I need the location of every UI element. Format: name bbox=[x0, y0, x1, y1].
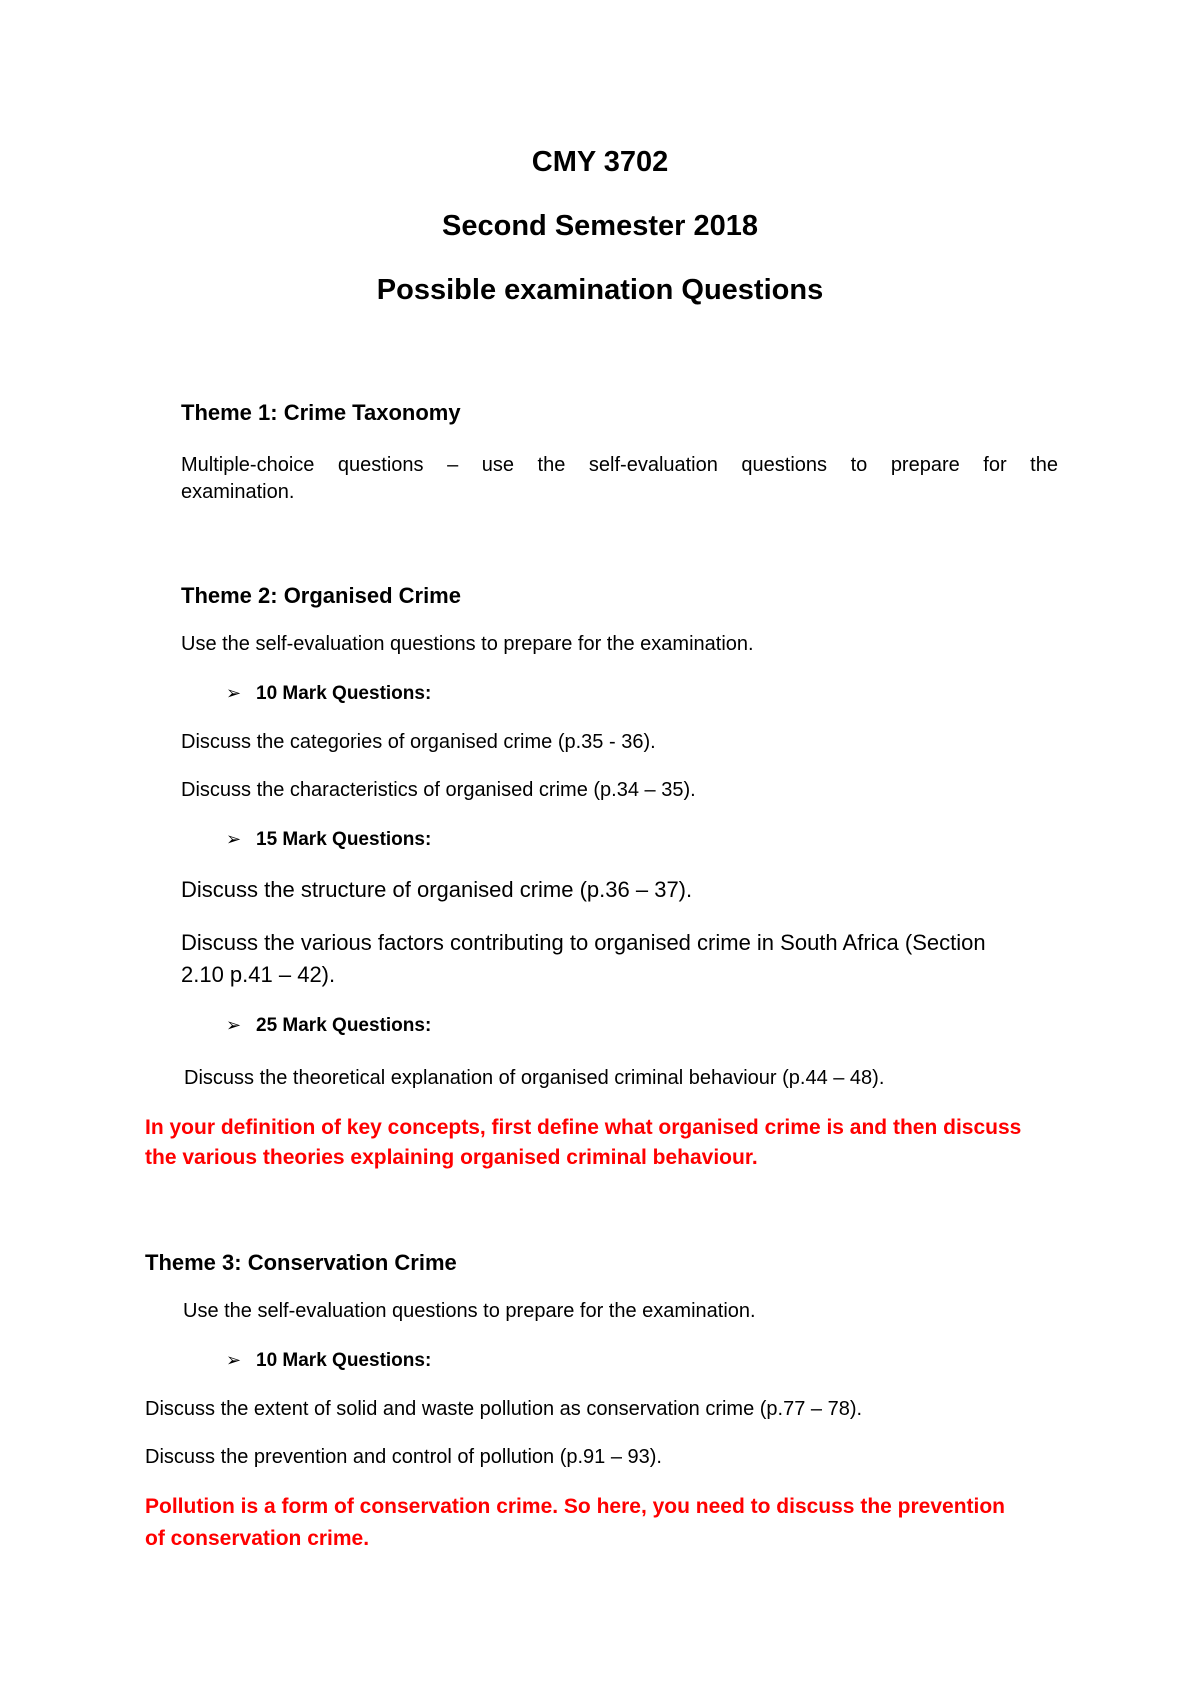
theme2-q25-label-row bbox=[226, 1015, 431, 1037]
theme2-heading: Theme 2: Organised Crime bbox=[181, 583, 461, 608]
semester-title: Second Semester 2018 bbox=[442, 210, 758, 242]
theme3-intro: Use the self-evaluation questions to prepare for the examination. bbox=[183, 1300, 756, 1322]
theme3-note-line1: Pollution is a form of conservation crime. So here, you need to discuss the prevention bbox=[145, 1495, 1006, 1518]
theme3-q10-label: 10 Mark Questions: bbox=[256, 1350, 432, 1371]
theme3-note-line2: of conservation crime. bbox=[145, 1527, 370, 1550]
theme3-heading: Theme 3: Conservation Crime bbox=[145, 1250, 457, 1275]
theme2-q10-label: 10 Mark Questions: bbox=[256, 683, 432, 704]
theme2-q10-item-1: Discuss the categories of organised crime (p.35 - 36). bbox=[181, 731, 656, 753]
theme2-q10-label-row bbox=[226, 683, 431, 705]
theme2-q15-item-1: Discuss the structure of organised crime (p.36 – 37). bbox=[181, 877, 693, 902]
theme2-note-line2: the various theories explaining organised criminal behaviour. bbox=[145, 1146, 758, 1169]
theme2-q15-label: 15 Mark Questions: bbox=[256, 829, 432, 850]
arrow-bullet-icon: ➢ bbox=[226, 829, 242, 849]
arrow-bullet-icon: ➢ bbox=[226, 1350, 242, 1370]
arrow-bullet-icon: ➢ bbox=[226, 683, 242, 703]
theme1-line2: examination. bbox=[181, 481, 295, 503]
document-subtitle: Possible examination Questions bbox=[376, 274, 824, 306]
theme2-q15-item-2: Discuss the various factors contributing to organised crime in South Africa (Section bbox=[181, 930, 986, 955]
theme2-q25-item-1: Discuss the theoretical explanation of organised criminal behaviour (p.44 – 48). bbox=[184, 1067, 885, 1089]
theme3-q10-item-2: Discuss the prevention and control of pollution (p.91 – 93). bbox=[145, 1446, 662, 1468]
course-code-title: CMY 3702 bbox=[531, 146, 669, 178]
theme2-q15-item-3: 2.10 p.41 – 42). bbox=[181, 962, 336, 987]
theme2-note-line1: In your definition of key concepts, first define what organised crime is and then discuss bbox=[145, 1116, 1022, 1139]
theme3-q10-item-1: Discuss the extent of solid and waste pollution as conservation crime (p.77 – 78). bbox=[145, 1398, 863, 1420]
theme1-heading: Theme 1: Crime Taxonomy bbox=[181, 400, 461, 425]
theme2-q25-label: 25 Mark Questions: bbox=[256, 1015, 432, 1036]
theme2-intro: Use the self-evaluation questions to prepare for the examination. bbox=[181, 633, 754, 655]
theme2-q15-label-row bbox=[226, 829, 431, 851]
theme2-q10-item-2: Discuss the characteristics of organised crime (p.34 – 35). bbox=[181, 779, 696, 801]
theme1-line1: Multiple-choice questions – use the self-evaluation questions to prepare for the bbox=[181, 454, 1058, 476]
arrow-bullet-icon: ➢ bbox=[226, 1015, 242, 1035]
theme3-q10-label-row bbox=[226, 1350, 431, 1372]
